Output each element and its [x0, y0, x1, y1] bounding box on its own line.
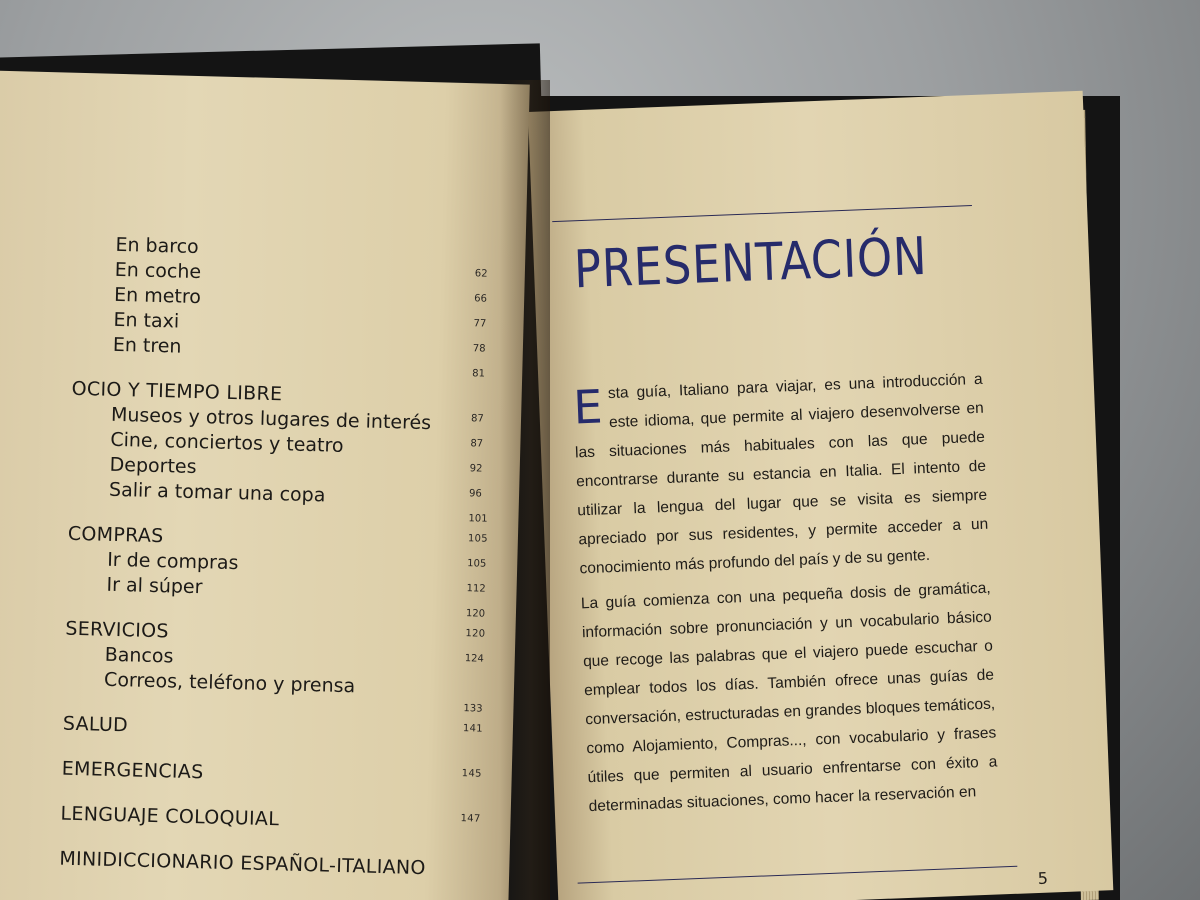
toc-page-number: 124: [464, 653, 484, 665]
toc-label: Ir de compras: [106, 548, 239, 575]
right-page: [528, 91, 1113, 900]
paragraph-2: La guía comienza con una pequeña dosis de gramática, información sobre pronunciación y un vocabulario básico que recoge las palabras que el viajero puede escuchar o emplear todos los días. También ofrece unas guías de conversación, estructuradas en grandes bloques temáticos, como Alojamiento, Compras..., con vocabulario y frases útiles que permiten al usuario enfrentarse con éxito a determinadas situaciones, como hacer la reservación en: [580, 579, 998, 816]
toc-page-number: 92: [469, 463, 483, 475]
toc-label: Bancos: [104, 643, 174, 668]
toc-page-number: 141: [462, 723, 484, 735]
table-of-contents: [59, 233, 496, 884]
toc-page-number: 77: [473, 318, 487, 330]
toc-page-number: 120: [465, 628, 486, 640]
book-gutter-shadow: [500, 80, 550, 900]
drop-cap: E: [572, 379, 604, 435]
toc-page-number: 120: [465, 608, 486, 620]
toc-page-number: 105: [467, 533, 489, 545]
toc-label: Deportes: [109, 453, 197, 479]
toc-page-number: 87: [470, 413, 484, 425]
toc-label: EMERGENCIAS: [61, 757, 204, 784]
title-rule: [552, 205, 972, 222]
toc-label: En metro: [113, 283, 202, 309]
toc-label: Cine, conciertos y teatro: [110, 428, 344, 457]
toc-label: Salir a tomar una copa: [108, 478, 326, 507]
toc-page-number: 87: [470, 438, 484, 450]
toc-page-number: 105: [467, 558, 487, 570]
toc-label: OCIO Y TIEMPO LIBRE: [71, 377, 283, 406]
footer-rule: [578, 866, 1018, 884]
toc-label: En coche: [114, 258, 202, 284]
toc-page-number: 62: [474, 268, 488, 280]
toc-label: En barco: [115, 233, 199, 259]
toc-page-number: 96: [468, 488, 482, 500]
toc-label: SERVICIOS: [65, 617, 170, 643]
left-page: [0, 70, 530, 900]
toc-page-number: 66: [474, 293, 488, 305]
toc-label: Correos, teléfono y prensa: [103, 668, 356, 698]
paragraph-1: [572, 365, 989, 584]
toc-label: SALUD: [62, 712, 129, 737]
toc-page-number: 147: [460, 813, 481, 825]
toc-label: En taxi: [113, 308, 180, 333]
toc-page-number: 145: [461, 768, 482, 780]
presentation-text: [572, 365, 999, 827]
toc-label: Museos y otros lugares de interés: [110, 403, 432, 435]
page-number: 5: [1037, 868, 1049, 888]
toc-label: En tren: [112, 333, 182, 358]
toc-label: LENGUAJE COLOQUIAL: [60, 802, 280, 831]
toc-page-number: 112: [466, 583, 486, 595]
toc-label: MINIDICCIONARIO ESPAÑOL-ITALIANO: [59, 847, 426, 880]
toc-page-number: 81: [472, 368, 486, 380]
toc-label: COMPRAS: [67, 522, 164, 548]
toc-page-number: 78: [472, 343, 486, 355]
toc-page-number: 101: [468, 513, 488, 525]
toc-label: Ir al súper: [106, 573, 203, 599]
page-title: PRESENTACIÓN: [572, 226, 929, 301]
toc-page-number: 133: [463, 703, 483, 715]
paragraph-1-text: sta guía, Italiano para viajar, es una introducción a este idioma, que permite al viajero desenvolverse en las situaciones más habituales con las que puede encontrarse durante su estancia en Italia. El intento de utilizar la lengua del lugar que se visita es siempre apreciado por sus residentes, y permite acceder a un conocimiento más profundo del país y de su gente.: [574, 370, 989, 578]
